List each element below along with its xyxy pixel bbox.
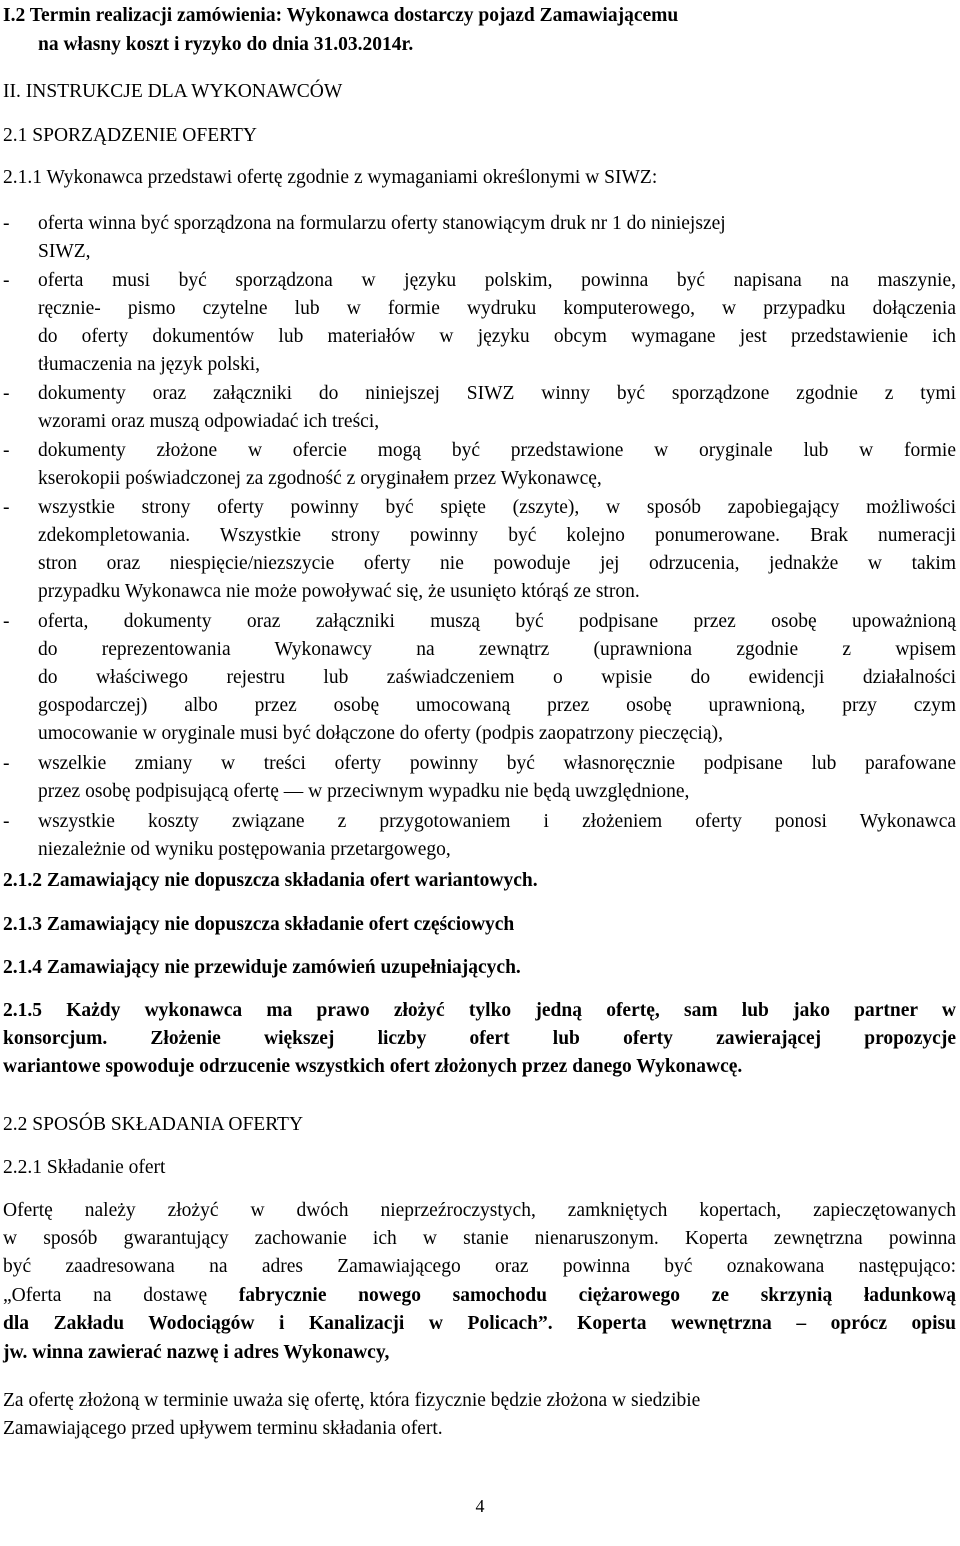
bullet-6-line-1: oferta, dokumenty oraz załączniki muszą być podpisane przez osobę upoważnioną: [38, 611, 956, 632]
bullet-dash: -: [3, 497, 10, 518]
section-2-1-5-line-1: 2.1.5 Każdy wykonawca ma prawo złożyć tylko jedną ofertę, sam lub jako partner w: [3, 1000, 956, 1021]
bullet-dash: -: [3, 611, 10, 632]
bullet-dash: -: [3, 213, 10, 234]
bullet-dash: -: [3, 270, 10, 291]
paragraph-1-line-2: w sposób gwarantujący zachowanie ich w stanie nienaruszonym. Koperta zewnętrzna powinna: [3, 1228, 956, 1249]
bullet-2-line-4: tłumaczenia na język polski,: [38, 354, 261, 375]
bullet-3-line-2: wzorami oraz muszą odpowiadać ich treści,: [38, 411, 380, 432]
paragraph-1-line-4-bold: fabrycznie nowego samochodu ciężarowego ze skrzynią ładunkową: [238, 1285, 956, 1306]
bullet-8-line-2: niezależnie od wyniku postępowania przetargowego,: [38, 839, 451, 860]
bullet-5-line-3: stron oraz niespięcie/niezszycie oferty nie powoduje jej odrzucenia, jednakże w takim: [38, 553, 956, 574]
bullet-1-line-1: oferta winna być sporządzona na formularzu oferty stanowiącym druk nr 1 do niniejszej: [38, 213, 726, 234]
section-2-2-1-heading: 2.2.1 Składanie ofert: [3, 1157, 166, 1178]
bullet-4-line-1: dokumenty złożone w ofercie mogą być przedstawione w oryginale lub w formie: [38, 440, 956, 461]
section-2-1-3: 2.1.3 Zamawiający nie dopuszcza składanie ofert częściowych: [3, 914, 515, 935]
bullet-dash: -: [3, 753, 10, 774]
section-ii-heading: II. INSTRUKCJE DLA WYKONAWCÓW: [3, 81, 343, 102]
bullet-5-line-4: przypadku Wykonawca nie może powoływać się, że usunięto którąś ze stron.: [38, 581, 640, 602]
bullet-dash: -: [3, 383, 10, 404]
bullet-1-line-2: SIWZ,: [38, 241, 91, 262]
section-2-2-heading: 2.2 SPOSÓB SKŁADANIA OFERTY: [3, 1114, 304, 1135]
section-1-2-line-2: na własny koszt i ryzyko do dnia 31.03.2014r.: [38, 34, 414, 55]
bullet-5-line-2: zdekompletowania. Wszystkie strony powinny być kolejno ponumerowane. Brak numeracji: [38, 525, 956, 546]
paragraph-1-line-5: dla Zakładu Wodociągów i Kanalizacji w Policach”. Koperta wewnętrzna – oprócz opisu: [3, 1313, 956, 1334]
bullet-7-line-1: wszelkie zmiany w treści oferty powinny być własnoręcznie podpisane lub parafowane: [38, 753, 956, 774]
bullet-7-line-2: przez osobę podpisującą ofertę — w przeciwnym wypadku nie będą uwzględnione,: [38, 781, 690, 802]
section-2-1-2: 2.1.2 Zamawiający nie dopuszcza składania ofert wariantowych.: [3, 870, 538, 891]
bullet-2-line-1: oferta musi być sporządzona w języku polskim, powinna być napisana na maszynie,: [38, 270, 956, 291]
section-2-1-4: 2.1.4 Zamawiający nie przewiduje zamówień uzupełniających.: [3, 957, 521, 978]
section-2-1-5-line-3: wariantowe spowoduje odrzucenie wszystkich ofert złożonych przez danego Wykonawcę.: [3, 1056, 743, 1077]
page-number: 4: [475, 1496, 485, 1516]
bullet-6-line-5: umocowanie w oryginale musi być dołączone do oferty (podpis zaopatrzony pieczęcią),: [38, 723, 723, 744]
bullet-6-line-3: do właściwego rejestru lub zaświadczeniem o wpisie do ewidencji działalności: [38, 667, 956, 688]
paragraph-1-line-3: być zaadresowana na adres Zamawiającego oraz powinna być oznakowana następująco:: [3, 1256, 956, 1277]
paragraph-1-line-4: [3, 1284, 956, 1308]
bullet-4-line-2: kserokopii poświadczonej za zgodność z oryginałem przez Wykonawcę,: [38, 468, 602, 489]
bullet-dash: -: [3, 440, 10, 461]
section-2-1-heading: 2.1 SPORZĄDZENIE OFERTY: [3, 125, 257, 146]
section-1-2-line-1: I.2 Termin realizacji zamówienia: Wykonawca dostarczy pojazd Zamawiającemu: [3, 5, 679, 26]
section-2-1-1-heading: 2.1.1 Wykonawca przedstawi ofertę zgodnie z wymaganiami określonymi w SIWZ:: [3, 167, 658, 188]
bullet-5-line-1: wszystkie strony oferty powinny być spięte (zszyte), w sposób zapobiegający możliwości: [38, 497, 956, 518]
bullet-dash: -: [3, 811, 10, 832]
paragraph-1-line-6: jw. winna zawierać nazwę i adres Wykonawcy,: [3, 1342, 390, 1363]
bullet-6-line-2: do reprezentowania Wykonawcy na zewnątrz (uprawniona zgodnie z wpisem: [38, 639, 956, 660]
bullet-2-line-3: do oferty dokumentów lub materiałów w języku obcym wymagane jest przedstawienie ich: [38, 326, 956, 347]
bullet-3-line-1: dokumenty oraz załączniki do niniejszej SIWZ winny być sporządzone zgodnie z tymi: [38, 383, 956, 404]
bullet-2-line-2: ręcznie- pismo czytelne lub w formie wydruku komputerowego, w przypadku dołączenia: [38, 298, 956, 319]
paragraph-1-line-1: Ofertę należy złożyć w dwóch nieprzeźroczystych, zamkniętych kopertach, zapieczętowanych: [3, 1200, 956, 1221]
section-2-1-5-line-2: konsorcjum. Złożenie większej liczby ofert lub oferty zawierającej propozycje: [3, 1028, 956, 1049]
paragraph-2-line-1: Za ofertę złożoną w terminie uważa się ofertę, która fizycznie będzie złożona w siedzibie: [3, 1390, 701, 1411]
bullet-8-line-1: wszystkie koszty związane z przygotowaniem i złożeniem oferty ponosi Wykonawca: [38, 811, 956, 832]
paragraph-1-line-4-plain: „Oferta na dostawę: [3, 1285, 239, 1306]
bullet-6-line-4: gospodarczej) albo przez osobę umocowaną przez osobę uprawnioną, przy czym: [38, 695, 956, 716]
paragraph-2-line-2: Zamawiającego przed upływem terminu składania ofert.: [3, 1418, 443, 1439]
